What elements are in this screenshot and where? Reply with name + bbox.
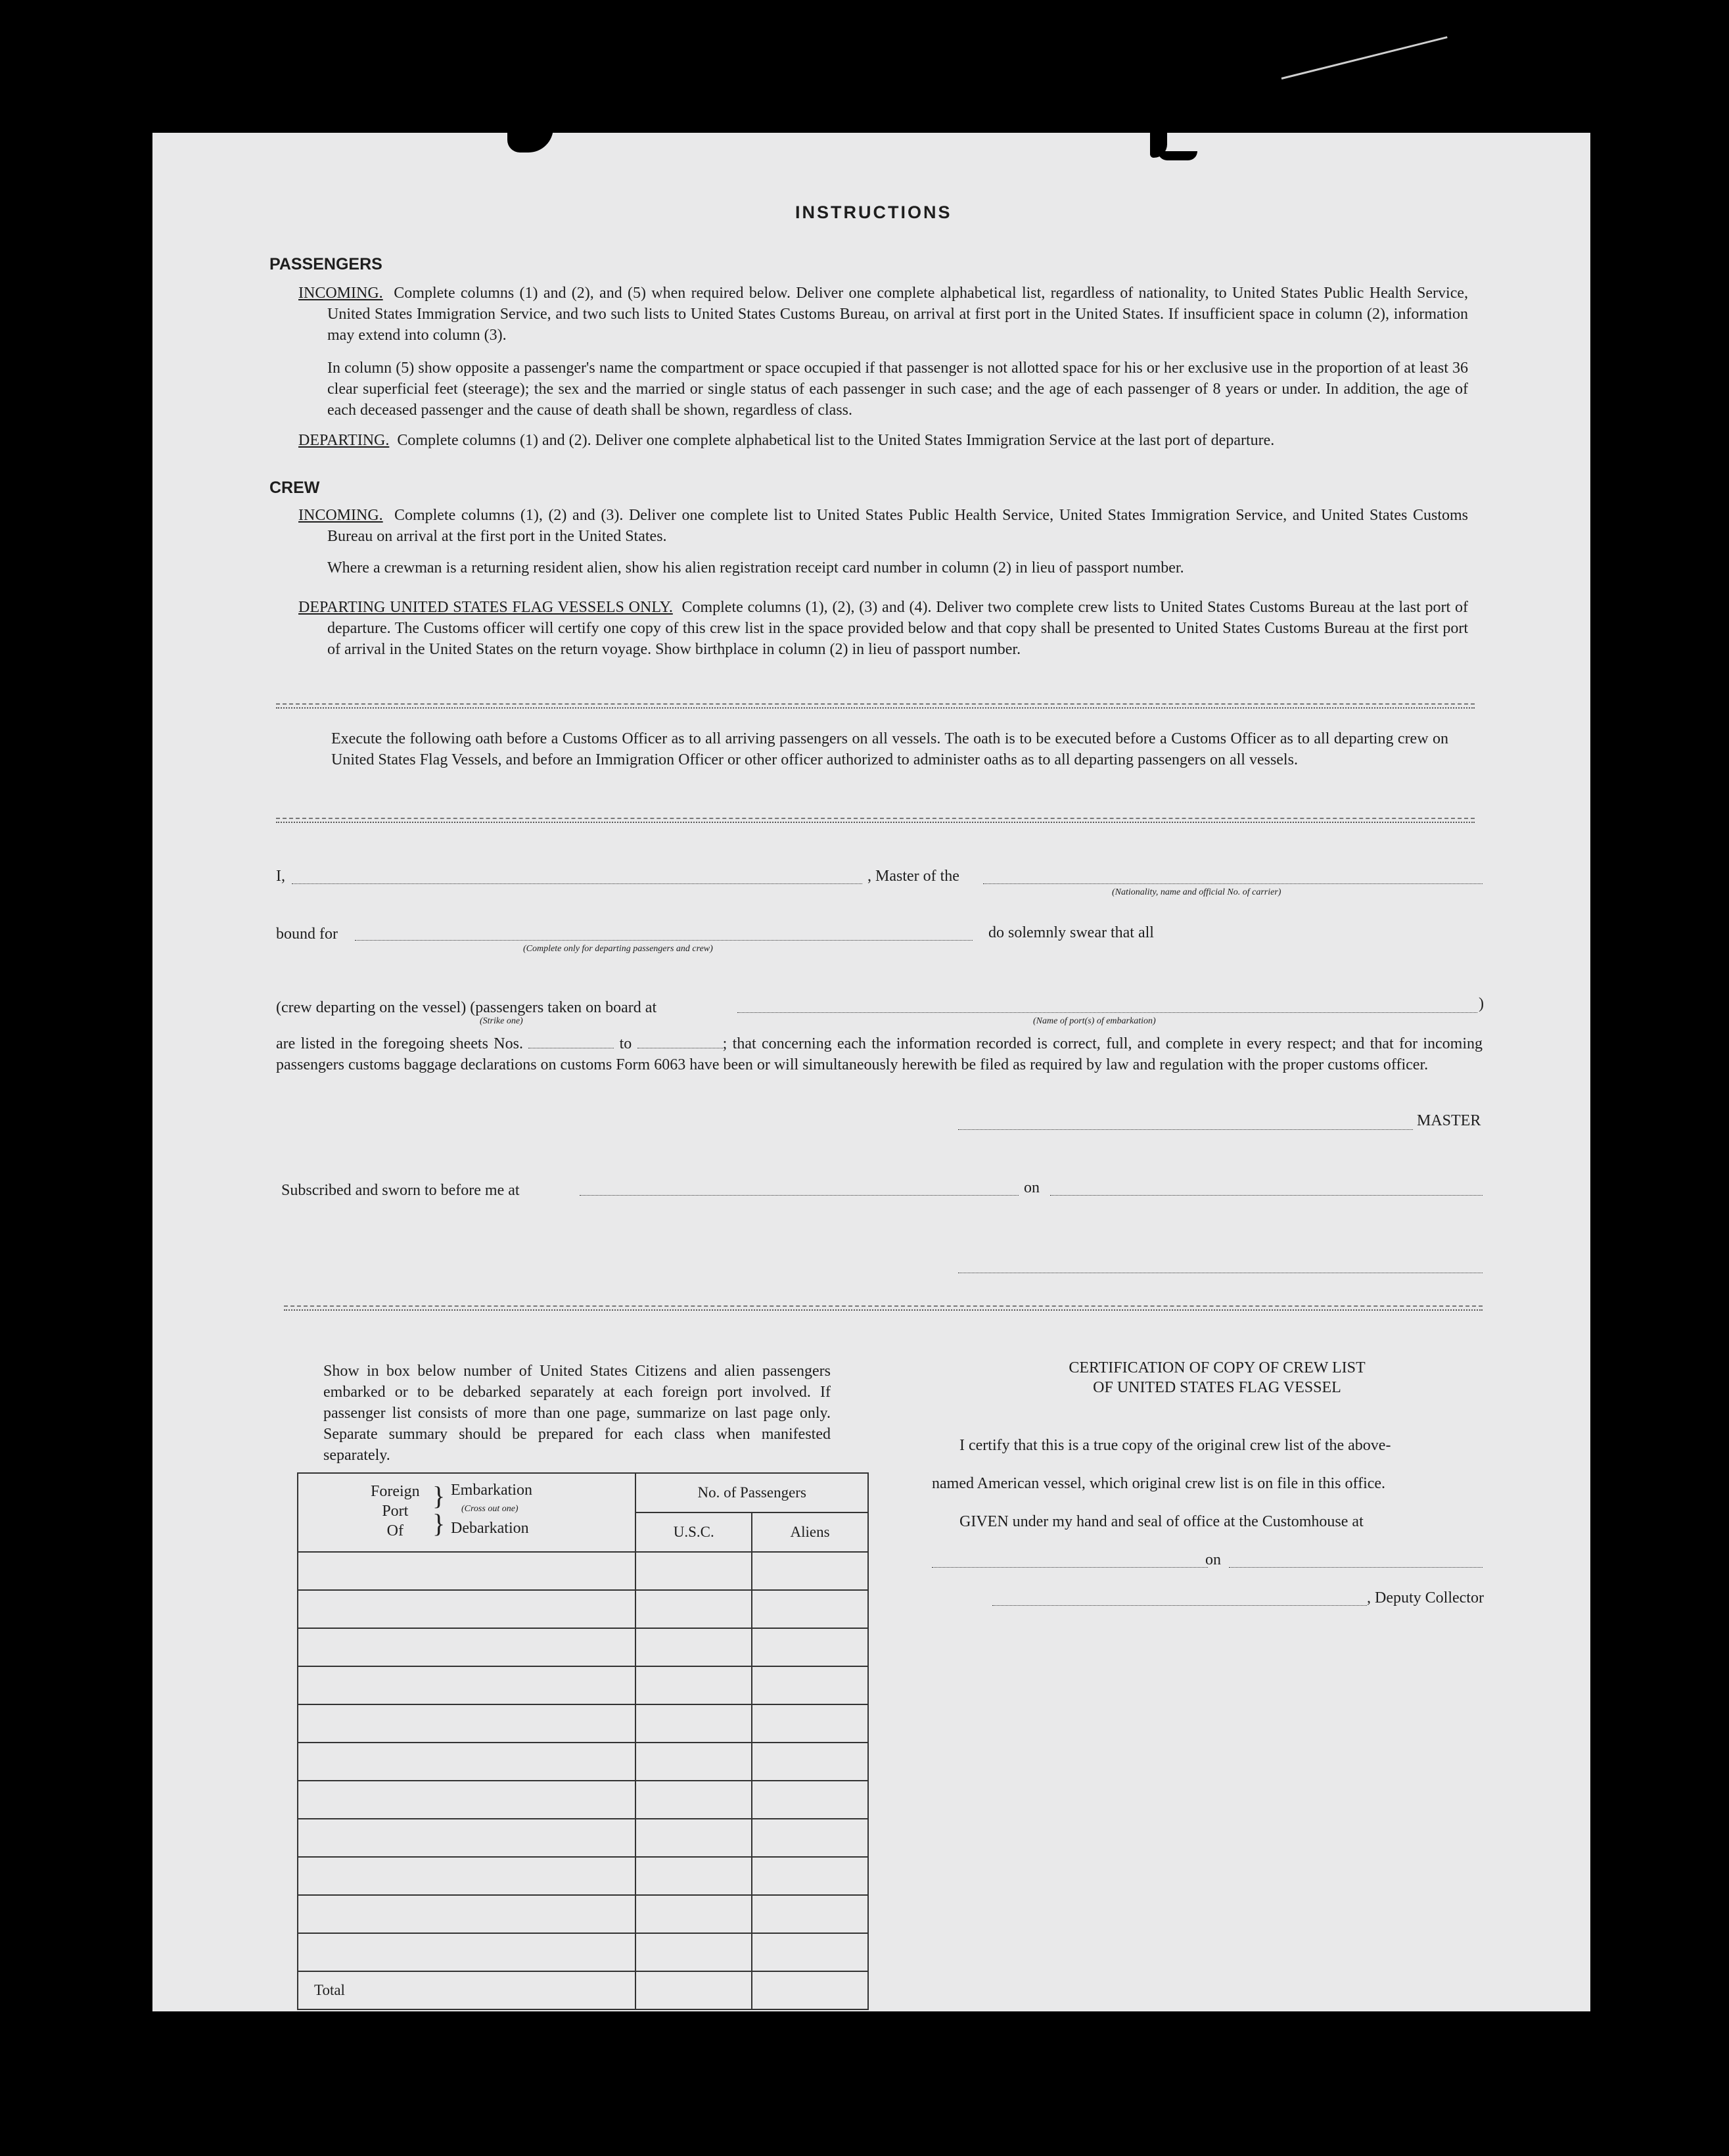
cross-out-hint: (Cross out one) [461,1504,519,1514]
crew-departing-paragraph [298,597,1468,660]
port-cell[interactable] [298,1933,635,1971]
aliens-cell[interactable] [752,1743,868,1781]
oath-swear: do solemnly swear that all [988,924,1154,941]
embarkation-ports-field[interactable] [737,1012,1477,1013]
table-row [298,1895,868,1933]
total-label: Total [298,1971,635,2009]
master-label: MASTER [1417,1112,1481,1129]
aliens-cell[interactable] [752,1933,868,1971]
passengers-departing-label: DEPARTING. [298,432,390,449]
table-row [298,1704,868,1743]
crew-incoming-text: Complete columns (1), (2) and (3). Deliver one complete list to United States Public Health Service, United States Immigration Service, and United States Customs Bureau on arrival at the first port in the United States. [327,507,1469,545]
table-row [298,1743,868,1781]
oath-to: to [619,1035,632,1052]
port-header-line-1: Foreign [371,1483,420,1500]
crew-departing-text: Complete columns (1), (2), (3) and (4). Deliver two complete crew lists to United States Customs Bureau at the last port of departure. The Customs officer will certify one copy of this crew list in the space provided below and that copy shall be presented to United States Customs Bureau at the first port of arrival in the United States on the return voyage. Show birthplace in column (2) in lieu of passport number. [327,599,1468,658]
certification-heading-line-2: OF UNITED STATES FLAG VESSEL [1093,1379,1341,1396]
master-signature-field[interactable] [958,1129,1413,1130]
summary-instructions: Show in box below number of United States Citizens and alien passengers embarked or to be debarked separately at each foreign port involved. If passenger list consists of more than one page, summarize on last page only. Separate summary should be prepared for each class when manifested separately. [323,1363,831,1464]
port-header [371,1482,420,1541]
page-title: INSTRUCTIONS [795,202,952,222]
table-row [298,1819,868,1857]
aliens-cell[interactable] [752,1895,868,1933]
passengers-incoming-paragraph [298,283,1468,346]
form-page [152,133,1590,2011]
certification-date-field[interactable] [1229,1567,1483,1568]
usc-cell[interactable] [635,1743,752,1781]
divider-2 [276,818,1475,819]
deputy-collector-label: , Deputy Collector [1367,1589,1484,1606]
usc-cell[interactable] [635,1895,752,1933]
port-header-line-2: Port [382,1503,409,1520]
port-cell[interactable] [298,1552,635,1590]
port-cell[interactable] [298,1819,635,1857]
usc-cell[interactable] [635,1781,752,1819]
table-row [298,1628,868,1666]
page-tear-right-2 [1158,151,1197,160]
aliens-cell[interactable] [752,1819,868,1857]
port-header-cell [298,1473,635,1552]
oath-i-label: I, [276,868,285,885]
oath-master-of-the: , Master of the [867,868,959,885]
oath-listed-paragraph [276,1033,1483,1075]
aliens-cell[interactable] [752,1590,868,1628]
certification-line-1: I certify that this is a true copy of the original crew list of the above- [959,1437,1391,1454]
customhouse-field[interactable] [932,1567,1208,1568]
port-cell[interactable] [298,1666,635,1704]
master-name-field[interactable] [292,883,862,884]
port-cell[interactable] [298,1704,635,1743]
port-cell[interactable] [298,1628,635,1666]
table-row [298,1552,868,1590]
usc-cell[interactable] [635,1704,752,1743]
page-tear-left [507,128,553,152]
crew-departing-label: DEPARTING UNITED STATES FLAG VESSELS ONLY. [298,599,673,616]
passengers-departing-text: Complete columns (1) and (2). Deliver one complete alphabetical list to the United States Immigration Service at the last port of departure. [397,432,1275,449]
no-passengers-header: No. of Passengers [635,1473,868,1512]
passengers-departing-paragraph [298,430,1468,451]
aliens-cell[interactable] [752,1704,868,1743]
sheet-to-field[interactable] [637,1036,723,1048]
aliens-cell[interactable] [752,1781,868,1819]
crew-heading: CREW [269,479,320,497]
sheet-from-field[interactable] [528,1036,614,1048]
sworn-date-field[interactable] [1050,1195,1483,1196]
table-row [298,1666,868,1704]
port-cell[interactable] [298,1857,635,1895]
port-cell[interactable] [298,1743,635,1781]
divider-3 [284,1305,1483,1307]
oath-crew-passengers: (crew departing on the vessel) (passengers taken on board at [276,999,657,1016]
sworn-on-label: on [1024,1179,1040,1196]
deputy-signature-field[interactable] [992,1605,1367,1606]
certification-line-3: GIVEN under my hand and seal of office at the Customhouse at [959,1513,1364,1530]
certification-on: on [1205,1551,1221,1568]
usc-cell[interactable] [635,1552,752,1590]
strike-one-hint: (Strike one) [480,1016,523,1026]
passengers-column5-text: In column (5) show opposite a passenger's name the compartment or space occupied if that passenger is not allotted space for his or her exclusive use in the proportion of at least 36 clear superficial feet (steerage); the sex and the married or single status of each passenger in such case; and the age of each passenger of 8 years or under. In addition, the age of each deceased passenger and the cause of death shall be shown, regardless of class. [327,360,1468,419]
crew-incoming-label: INCOMING. [298,507,383,524]
embarkation-label[interactable]: Embarkation [451,1482,532,1499]
vessel-name-field[interactable] [983,883,1483,884]
oath-listed-rest: ; that concerning each the information recorded is correct, full, and complete in every respect; and that for incoming passengers customs baggage declarations on customs Form 6063 have been or will simultaneously herewith be filed as required by law and regulation with the proper customs officer. [276,1035,1483,1073]
bound-for-field[interactable] [355,940,973,941]
certification-heading [1020,1358,1414,1397]
divider-2b [276,822,1475,823]
port-cell[interactable] [298,1781,635,1819]
aliens-cell[interactable] [752,1552,868,1590]
brace-icon-2: } [432,1509,446,1538]
oath-bound-for: bound for [276,926,338,943]
usc-cell[interactable] [635,1857,752,1895]
nationality-hint: (Nationality, name and official No. of carrier) [1112,887,1281,897]
port-cell[interactable] [298,1895,635,1933]
total-aliens-cell[interactable] [752,1971,868,2009]
usc-cell[interactable] [635,1666,752,1704]
port-header-line-3: Of [386,1522,403,1539]
table-row [298,1781,868,1819]
crew-resident-text: Where a crewman is a returning resident alien, show his alien registration receipt card number in column (2) in lieu of passport number. [327,559,1184,576]
passengers-incoming-text: Complete columns (1) and (2), and (5) when required below. Deliver one complete alphabetical list, regardless of nationality, to United States Public Health Service, United States Immigration Service, and two such lists to United States Customs Bureau, on arrival at first port in the United States. If insufficient space in column (2), information may extend into column (3). [327,285,1469,344]
debarkation-label[interactable]: Debarkation [451,1520,529,1537]
usc-header: U.S.C. [635,1512,752,1552]
ports-hint: (Name of port(s) of embarkation) [1033,1016,1156,1026]
usc-cell[interactable] [635,1819,752,1857]
sworn-at-field[interactable] [580,1195,1019,1196]
table-row [298,1857,868,1895]
aliens-cell[interactable] [752,1628,868,1666]
divider-1b [276,707,1475,709]
total-usc-cell[interactable] [635,1971,752,2009]
certification-heading-line-1: CERTIFICATION OF COPY OF CREW LIST [1069,1359,1366,1376]
port-cell[interactable] [298,1590,635,1628]
close-paren: ) [1479,995,1484,1012]
usc-cell[interactable] [635,1628,752,1666]
bound-for-hint: (Complete only for departing passengers and crew) [523,944,713,954]
aliens-header: Aliens [752,1512,868,1552]
divider-1 [276,703,1475,705]
passengers-heading: PASSENGERS [269,255,382,273]
pen-mark [1281,36,1448,80]
total-row [298,1971,868,2009]
aliens-cell[interactable] [752,1666,868,1704]
certification-line-2: named American vessel, which original crew list is on file in this office. [932,1475,1386,1492]
table-row [298,1590,868,1628]
oath-listed: are listed in the foregoing sheets Nos. [276,1035,523,1052]
aliens-cell[interactable] [752,1857,868,1895]
subscribed-label: Subscribed and sworn to before me at [281,1182,520,1199]
passenger-summary-table [297,1472,869,2010]
passengers-incoming-label: INCOMING. [298,285,383,302]
divider-3b [284,1309,1483,1311]
table-row [298,1933,868,1971]
brace-icon: } [432,1481,446,1511]
crew-incoming-paragraph [298,505,1468,547]
usc-cell[interactable] [635,1590,752,1628]
usc-cell[interactable] [635,1933,752,1971]
oath-instructions: Execute the following oath before a Customs Officer as to all arriving passengers on all vessels. The oath is to be executed before a Customs Officer as to all departing crew on United States Flag Vessels, and before an Immigration Officer or other officer authorized to administer oaths as to all departing passengers on all vessels. [331,730,1448,768]
